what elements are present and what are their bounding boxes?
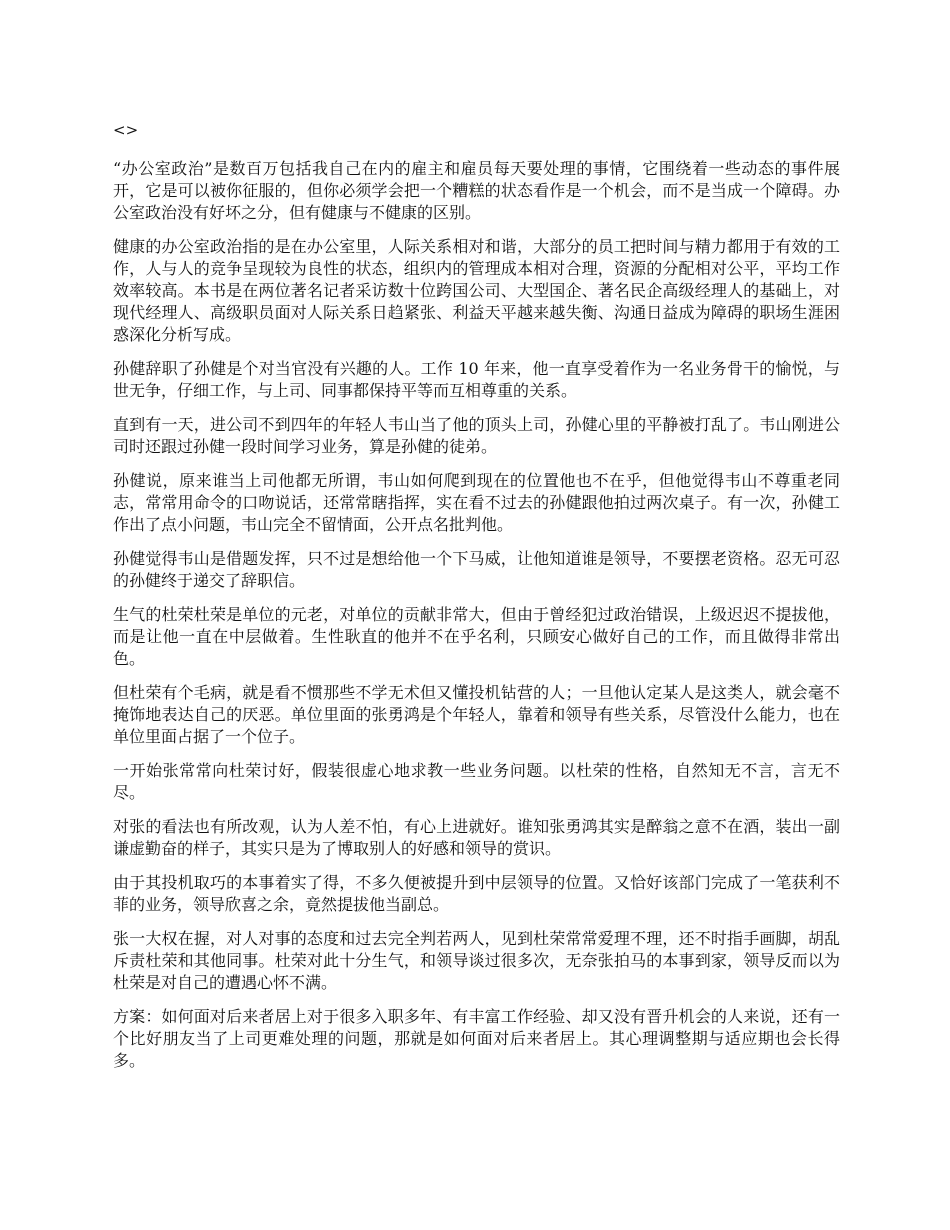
paragraph: 直到有一天，进公司不到四年的年轻人韦山当了他的顶头上司，孙健心里的平静被打乱了。韦山刚进公司时还跟过孙健一段时间学习业务，算是孙健的徒弟。: [113, 415, 840, 456]
document-page: [113, 120, 840, 1084]
paragraph: 张一大权在握，对人对事的态度和过去完全判若两人，见到杜荣常常爱理不理，还不时指手画脚，胡乱斥责杜荣和其他同事。杜荣对此十分生气，和领导谈过很多次，无奈张拍马的本事到家，领导反而以为杜荣是对自己的遭遇心怀不满。: [113, 929, 840, 992]
paragraph: “办公室政治”是数百万包括我自己在内的雇主和雇员每天要处理的事情，它围绕着一些动态的事件展开，它是可以被你征服的，但你必须学会把一个糟糕的状态看作是一个机会，而不是当成一个障碍。办公室政治没有好坏之分，但有健康与不健康的区别。: [113, 159, 840, 222]
paragraph: 孙健说，原来谁当上司他都无所谓，韦山如何爬到现在的位置他也不在乎，但他觉得韦山不尊重老同志，常常用命令的口吻说话，还常常瞎指挥，实在看不过去的孙健跟他拍过两次桌子。有一次，孙健工作出了点小问题，韦山完全不留情面，公开点名批判他。: [113, 471, 840, 534]
page-nav-marker: <>: [113, 121, 139, 139]
paragraph: 健康的办公室政治指的是在办公室里，人际关系相对和谐，大部分的员工把时间与精力都用于有效的工作，人与人的竞争呈现较为良性的状态，组织内的管理成本相对合理，资源的分配相对公平，平均工作效率较高。本书是在两位著名记者采访数十位跨国公司、大型国企、著名民企高级经理人的基础上，对现代经理人、高级职员面对人际关系日趋紧张、利益天平越来越失衡、沟通日益成为障碍的职场生涯困惑深化分析写成。: [113, 237, 840, 344]
paragraph: 孙健辞职了孙健是个对当官没有兴趣的人。工作 10 年来，他一直享受着作为一名业务骨干的愉悦，与世无争，仔细工作，与上司、同事都保持平等而互相尊重的关系。: [113, 359, 840, 400]
paragraph: 由于其投机取巧的本事着实了得，不多久便被提升到中层领导的位置。又恰好该部门完成了一笔获利不菲的业务，领导欣喜之余，竟然提拔他当副总。: [113, 873, 840, 914]
paragraph: 孙健觉得韦山是借题发挥，只不过是想给他一个下马威，让他知道谁是领导，不要摆老资格。忍无可忍的孙健终于递交了辞职信。: [113, 549, 840, 590]
paragraph: 一开始张常常向杜荣讨好，假装很虚心地求教一些业务问题。以杜荣的性格，自然知无不言，言无不尽。: [113, 761, 840, 802]
paragraph: 但杜荣有个毛病，就是看不惯那些不学无术但又懂投机钻营的人；一旦他认定某人是这类人，就会毫不掩饰地表达自己的厌恶。单位里面的张勇鸿是个年轻人，靠着和领导有些关系，尽管没什么能力，也在单位里面占据了一个位子。: [113, 683, 840, 746]
paragraph: 生气的杜荣杜荣是单位的元老，对单位的贡献非常大，但由于曾经犯过政治错误，上级迟迟不提拔他，而是让他一直在中层做着。生性耿直的他并不在乎名利，只顾安心做好自己的工作，而且做得非常出色。: [113, 605, 840, 668]
paragraph: 方案：如何面对后来者居上对于很多入职多年、有丰富工作经验、却又没有晋升机会的人来说，还有一个比好朋友当了上司更难处理的问题，那就是如何面对后来者居上。其心理调整期与适应期也会长得多。: [113, 1007, 840, 1070]
paragraph: 对张的看法也有所改观，认为人差不怕，有心上进就好。谁知张勇鸿其实是醉翁之意不在酒，装出一副谦虚勤奋的样子，其实只是为了博取别人的好感和领导的赏识。: [113, 817, 840, 858]
